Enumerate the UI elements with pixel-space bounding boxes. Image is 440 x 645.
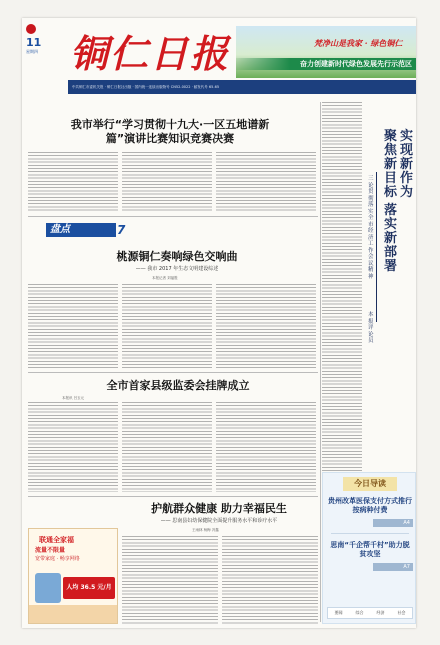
article-2-headline[interactable]: 桃源铜仁奏响绿色交响曲	[116, 250, 238, 263]
advertisement[interactable]	[28, 528, 118, 624]
divider	[331, 533, 409, 534]
newspaper-title: 铜仁日报	[70, 31, 231, 76]
article-2-byline: 本报记者 刘福胜	[152, 276, 178, 280]
divider	[28, 372, 318, 373]
article-2-subheadline: —— 我市 2017 年生态文明建设综述	[135, 266, 219, 272]
masthead-info-bar: 中共铜仁市委机关报 · 铜仁日报社出版 · 国内统一连续出版物号 CN52-0022 · 邮发代号 65-65	[68, 80, 416, 94]
article-3-headline[interactable]: 全市首家县级监委会挂牌成立	[106, 379, 250, 392]
issue-day: 11	[26, 36, 42, 49]
ad-title: 联通全家福	[39, 536, 74, 544]
article-1-body-col2	[122, 152, 212, 212]
issue-weekday: 星期四	[26, 49, 38, 54]
daily-guide-item-2-page[interactable]: A7	[373, 563, 413, 571]
article-4-headline[interactable]: 护航群众健康 助力幸福民生	[151, 502, 287, 515]
emblem-icon	[26, 24, 36, 34]
banner-slogan: 梵净山是我家 · 绿色铜仁	[314, 38, 403, 48]
section-link[interactable]: 综合	[355, 610, 364, 615]
article-3-body-col3	[216, 402, 316, 492]
daily-guide-item-2[interactable]: 思南“千企帮千村”助力脱贫攻坚	[330, 541, 410, 558]
divider	[28, 216, 318, 217]
newspaper-page	[22, 18, 416, 628]
article-3-byline: 本报讯 吕玉元	[62, 396, 85, 400]
article-4-body-col2	[222, 536, 318, 624]
article-2-body-col3	[216, 284, 316, 368]
editorial-column	[322, 102, 416, 628]
article-1-headline[interactable]: 我市举行“学习贯彻十九大·一区五地谱新篇”演讲比赛知识竞赛决赛	[70, 118, 270, 145]
editorial-headline-col1[interactable]: 聚 焦 新 目 标 落 实 新 部 署	[384, 129, 398, 274]
article-2-body-col2	[122, 284, 212, 368]
daily-guide-item-1[interactable]: 贵州改革医保支付方式推行按病种付费	[328, 497, 412, 514]
ad-subtitle: 流量不限量	[35, 547, 66, 554]
daily-guide-title: 今日导读	[343, 477, 397, 491]
editorial-body	[322, 102, 362, 472]
daily-guide-item-1-page[interactable]: A4	[373, 519, 413, 527]
banner-band: 奋力创建新时代绿色发展先行示范区	[236, 58, 416, 70]
article-1-body-col3	[216, 152, 316, 212]
section-link[interactable]: 经济	[376, 610, 385, 615]
section-year: 2017	[92, 223, 126, 237]
divider	[28, 496, 318, 497]
article-4-byline: 王雨林 杨梅 冯鑫	[192, 528, 219, 532]
section-link[interactable]: 要闻	[334, 610, 343, 615]
article-2-body-col1	[28, 284, 118, 368]
section-link[interactable]: 社会	[397, 610, 406, 615]
article-3-body-col1	[28, 402, 118, 492]
daily-guide-sections	[327, 607, 413, 619]
article-3-body-col2	[122, 402, 212, 492]
masthead-banner	[236, 26, 416, 78]
ad-tagline: 宽带家庭 · 畅享网络	[35, 556, 80, 562]
editorial-subhead: 三论贯彻落实全市经济工作会议精神	[368, 176, 374, 280]
article-4-body-col1	[122, 536, 218, 624]
article-4-subheadline: —— 思南县妇幼保健院全面提升服务水平和诊疗水平	[160, 518, 278, 524]
masthead-info	[26, 24, 68, 55]
ad-family-illustration	[35, 573, 61, 603]
masthead	[22, 18, 416, 98]
section-tag: 盘点	[46, 223, 116, 237]
editorial-author: 本报评论员	[368, 312, 374, 344]
editorial-headline-col2[interactable]: 实现新作为	[400, 129, 414, 200]
column-divider	[320, 102, 321, 622]
ad-footer-strip	[29, 605, 117, 623]
ad-price-badge: 人均 36.5 元/月	[63, 577, 115, 599]
article-1-body-col1	[28, 152, 118, 212]
daily-guide	[322, 472, 416, 624]
